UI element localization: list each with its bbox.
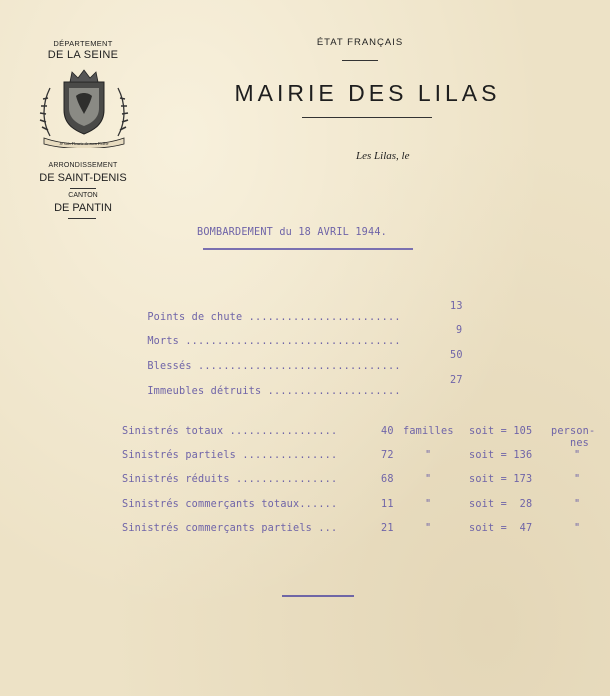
summary-label: Immeubles détruits ..................... [147,386,401,397]
sinistres-unit: " [425,499,432,510]
summary-row [122,375,401,408]
sinistres-continuation: nes [570,438,590,449]
sinistres-count: 40 [381,426,394,437]
place-date: Les Lilas, le [356,150,410,162]
etat-francais: ÉTAT FRANÇAIS [316,37,404,48]
departement-label: DÉPARTEMENT [53,39,113,48]
sinistres-soit: soit = 28 [469,499,533,510]
sinistres-soit: soit = 105 [469,426,533,437]
sinistres-soit: soit = 136 [469,450,533,461]
sinistres-unit: " [425,474,432,485]
summary-label: Morts .................................. [147,336,401,347]
bombardement-heading: BOMBARDEMENT du 18 AVRIL 1944. [197,227,388,238]
city-crest-icon [36,66,132,148]
sinistres-soit: soit = 173 [469,474,533,485]
sinistres-count: 21 [381,523,394,534]
divider [70,188,96,189]
arrondissement-name: DE SAINT-DENIS [39,172,127,184]
sinistres-unit: " [425,450,432,461]
summary-value: 50 [450,350,463,361]
closing-underline [282,595,354,597]
sinistres-count: 72 [381,450,394,461]
sinistres-unit: familles [403,426,454,437]
sinistres-suffix: person- [551,426,596,437]
summary-label: Points de chute ........................ [147,312,401,323]
summary-value: 27 [450,375,463,386]
arrondissement-label: ARRONDISSEMENT [48,162,118,169]
sinistres-suffix: " [574,450,581,461]
heading-underline [203,248,413,250]
summary-value: 9 [456,325,463,336]
sinistres-suffix: " [574,499,581,510]
sinistres-label: Sinistrés commerçants totaux...... [122,499,338,510]
canton-label: CANTON [68,192,98,199]
sinistres-label: Sinistrés totaux ................. [122,426,338,437]
sinistres-label: Sinistrés partiels ............... [122,450,338,461]
summary-label: Blessés ................................ [147,361,401,372]
sinistres-unit: " [425,523,432,534]
sinistres-label: Sinistrés commerçants partiels ... [122,523,338,534]
sinistres-soit: soit = 47 [469,523,533,534]
sinistres-suffix: " [574,523,581,534]
divider [68,218,96,219]
departement-name: DE LA SEINE [47,49,119,61]
divider [302,117,432,118]
canton-name: DE PANTIN [54,202,112,214]
sinistres-suffix: " [574,474,581,485]
sinistres-label: Sinistrés réduits ................ [122,474,338,485]
sinistres-count: 11 [381,499,394,510]
summary-value: 13 [450,301,463,312]
crest-motto: Je suis Fleurie de mon Fidèle [59,141,109,146]
mairie-title: MAIRIE DES LILAS [234,80,501,106]
sinistres-count: 68 [381,474,394,485]
divider [342,60,378,61]
